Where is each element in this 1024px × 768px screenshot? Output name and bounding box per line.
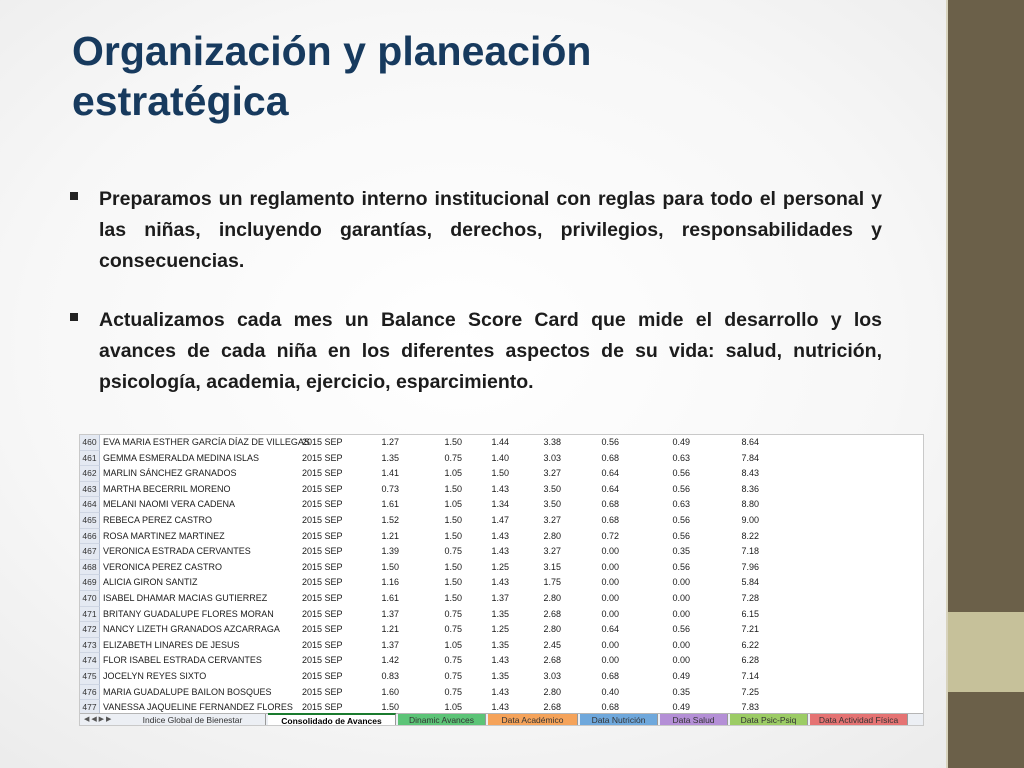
table-row	[80, 560, 924, 576]
row-number: 463	[80, 482, 100, 498]
cell-value[interactable]: 3.27	[543, 514, 561, 525]
cell-value[interactable]: 1.21	[381, 530, 399, 541]
cell-value[interactable]: 2.80	[543, 592, 561, 603]
cell-name[interactable]: VANESSA JAQUELINE FERNANDEZ FLORES	[103, 702, 293, 713]
cell-total[interactable]: 6.22	[741, 639, 759, 650]
cell-value[interactable]: 0.64	[601, 468, 619, 479]
cell-value[interactable]: 1.35	[491, 608, 509, 619]
cell-name[interactable]: JOCELYN REYES SIXTO	[103, 670, 207, 681]
cell-total[interactable]: 7.21	[741, 624, 759, 635]
cell-value[interactable]: 1.44	[491, 437, 509, 447]
bullet-text: Preparamos un reglamento interno institucional con reglas para todo el personal y las niñas, incluyendo garantías, derechos, privilegios, responsabilidades y consecuencias.	[99, 188, 882, 272]
sheet-tab[interactable]: Indice Global de Bienestar	[120, 714, 266, 726]
cell-period[interactable]: 2015 SEP	[302, 577, 343, 588]
cell-value[interactable]: 1.05	[444, 468, 462, 479]
cell-value[interactable]: 3.27	[543, 546, 561, 557]
cell-name[interactable]: VERONICA ESTRADA CERVANTES	[103, 546, 251, 557]
cell-value[interactable]: 0.83	[381, 670, 399, 681]
cell-value[interactable]: 0.00	[672, 655, 690, 666]
cell-name[interactable]: ROSA MARTINEZ MARTINEZ	[103, 530, 225, 541]
cell-value[interactable]: 2.68	[543, 655, 561, 666]
row-number: 464	[80, 497, 100, 513]
table-row	[80, 435, 924, 451]
cell-name[interactable]: MARIA GUADALUPE BAILON BOSQUES	[103, 686, 272, 697]
cell-value[interactable]: 1.50	[381, 561, 399, 572]
table-row	[80, 513, 924, 529]
cell-value[interactable]: 3.38	[543, 437, 561, 447]
cell-total[interactable]: 6.28	[741, 655, 759, 666]
row-number: 469	[80, 575, 100, 591]
table-row	[80, 497, 924, 513]
cell-period[interactable]: 2015 SEP	[302, 639, 343, 650]
cell-value[interactable]: 0.63	[672, 452, 690, 463]
cell-value[interactable]: 1.43	[491, 530, 509, 541]
cell-value[interactable]: 0.49	[672, 702, 690, 713]
cell-value[interactable]: 1.75	[543, 577, 561, 588]
cell-value[interactable]: 0.75	[444, 670, 462, 681]
cell-value[interactable]: 0.00	[601, 577, 619, 588]
cell-value[interactable]: 0.00	[601, 655, 619, 666]
cell-total[interactable]: 5.84	[741, 577, 759, 588]
row-number: 472	[80, 622, 100, 638]
cell-value[interactable]: 1.41	[381, 468, 399, 479]
sheet-tab[interactable]: Data Actividad Física	[810, 714, 908, 726]
table-row	[80, 638, 924, 654]
cell-value[interactable]: 1.50	[444, 592, 462, 603]
cell-value[interactable]: 0.00	[672, 592, 690, 603]
cell-name[interactable]: ISABEL DHAMAR MACIAS GUTIERREZ	[103, 592, 268, 603]
cell-value[interactable]: 1.37	[381, 608, 399, 619]
table-row	[80, 482, 924, 498]
row-number: 471	[80, 607, 100, 623]
cell-value[interactable]: 3.03	[543, 670, 561, 681]
spreadsheet-rows	[80, 435, 924, 716]
cell-period[interactable]: 2015 SEP	[302, 561, 343, 572]
cell-total[interactable]: 8.80	[741, 499, 759, 510]
title-line-2: estratégica	[72, 78, 289, 124]
row-number: 462	[80, 466, 100, 482]
cell-period[interactable]: 2015 SEP	[302, 686, 343, 697]
cell-name[interactable]: MARLIN SÁNCHEZ GRANADOS	[103, 468, 237, 479]
cell-value[interactable]: 0.35	[672, 546, 690, 557]
cell-value[interactable]: 0.68	[601, 514, 619, 525]
cell-value[interactable]: 1.50	[444, 514, 462, 525]
sheet-nav-arrows-icon[interactable]: ◀ ◀ ▶ ▶	[84, 716, 112, 723]
cell-value[interactable]: 1.16	[381, 577, 399, 588]
table-row	[80, 544, 924, 560]
sheet-tab[interactable]: Dinamic Avances	[398, 714, 486, 726]
cell-value[interactable]: 1.43	[491, 702, 509, 713]
bullet-text: Actualizamos cada mes un Balance Score Card que mide el desarrollo y los avances de cada niña en los diferentes aspectos de su vida: salud, nutrición, psicología, academia, ejercicio, esparcimiento.	[99, 309, 882, 393]
cell-value[interactable]: 1.34	[491, 499, 509, 510]
cell-value[interactable]: 1.05	[444, 639, 462, 650]
cell-period[interactable]: 2015 SEP	[302, 468, 343, 479]
table-row	[80, 591, 924, 607]
cell-value[interactable]: 0.64	[601, 483, 619, 494]
cell-value[interactable]: 1.35	[491, 670, 509, 681]
cell-value[interactable]: 2.68	[543, 702, 561, 713]
cell-value[interactable]: 0.00	[601, 608, 619, 619]
cell-value[interactable]: 0.68	[601, 702, 619, 713]
cell-value[interactable]: 0.75	[444, 608, 462, 619]
cell-value[interactable]: 1.43	[491, 655, 509, 666]
sheet-tab[interactable]: Data Nutrición	[580, 714, 658, 726]
cell-value[interactable]: 0.75	[444, 686, 462, 697]
cell-total[interactable]: 7.18	[741, 546, 759, 557]
cell-name[interactable]: GEMMA ESMERALDA MEDINA ISLAS	[103, 452, 260, 463]
cell-total[interactable]: 7.28	[741, 592, 759, 603]
cell-value[interactable]: 1.50	[381, 702, 399, 713]
title-line-1: Organización y planeación	[72, 28, 592, 74]
row-number: 460	[80, 435, 100, 451]
cell-value[interactable]: 0.56	[672, 624, 690, 635]
cell-period[interactable]: 2015 SEP	[302, 452, 343, 463]
cell-name[interactable]: MELANI NAOMI VERA CADENA	[103, 499, 236, 510]
table-row	[80, 451, 924, 467]
bullet-item	[70, 184, 882, 277]
sheet-tab[interactable]: Data Psic-Psiq	[730, 714, 808, 726]
decorative-sidebar-accent	[948, 612, 1024, 692]
page-title	[72, 26, 932, 126]
cell-value[interactable]: 1.47	[491, 514, 509, 525]
row-number: 467	[80, 544, 100, 560]
cell-value[interactable]: 0.40	[601, 686, 619, 697]
cell-total[interactable]: 7.84	[741, 452, 759, 463]
cell-value[interactable]: 0.68	[601, 452, 619, 463]
cell-period[interactable]: 2015 SEP	[302, 608, 343, 619]
sheet-tab[interactable]: Data Salud	[660, 714, 728, 726]
row-number: 477	[80, 700, 100, 716]
cell-total[interactable]: 7.14	[741, 670, 759, 681]
cell-value[interactable]: 0.64	[601, 624, 619, 635]
cell-value[interactable]: 0.00	[601, 546, 619, 557]
row-number: 461	[80, 451, 100, 467]
cell-total[interactable]: 8.64	[741, 437, 759, 447]
cell-value[interactable]: 0.35	[672, 686, 690, 697]
cell-value[interactable]: 0.49	[672, 670, 690, 681]
cell-value[interactable]: 2.45	[543, 639, 561, 650]
cell-value[interactable]: 1.61	[381, 499, 399, 510]
row-number: 470	[80, 591, 100, 607]
cell-value[interactable]: 0.73	[381, 483, 399, 494]
cell-period[interactable]: 2015 SEP	[302, 624, 343, 635]
table-row	[80, 653, 924, 669]
cell-period[interactable]: 2015 SEP	[302, 546, 343, 557]
cell-value[interactable]: 1.35	[381, 452, 399, 463]
table-row	[80, 622, 924, 638]
cell-value[interactable]: 0.00	[601, 592, 619, 603]
cell-value[interactable]: 1.27	[381, 437, 399, 447]
cell-total[interactable]: 8.36	[741, 483, 759, 494]
square-bullet-icon	[70, 192, 78, 200]
cell-value[interactable]: 3.03	[543, 452, 561, 463]
cell-value[interactable]: 1.50	[444, 483, 462, 494]
cell-value[interactable]: 1.35	[491, 639, 509, 650]
cell-value[interactable]: 1.37	[491, 592, 509, 603]
cell-value[interactable]: 0.56	[601, 437, 619, 447]
cell-value[interactable]: 1.60	[381, 686, 399, 697]
cell-value[interactable]: 1.52	[381, 514, 399, 525]
cell-value[interactable]: 0.75	[444, 452, 462, 463]
table-row	[80, 685, 924, 701]
cell-value[interactable]: 1.40	[491, 452, 509, 463]
cell-value[interactable]: 0.68	[601, 670, 619, 681]
cell-value[interactable]: 1.50	[444, 437, 462, 447]
bullet-item	[70, 305, 882, 398]
cell-name[interactable]: REBECA PEREZ CASTRO	[103, 514, 213, 525]
cell-value[interactable]: 1.05	[444, 499, 462, 510]
cell-total[interactable]: 7.83	[741, 702, 759, 713]
cell-value[interactable]: 3.50	[543, 499, 561, 510]
table-row	[80, 529, 924, 545]
cell-value[interactable]: 1.42	[381, 655, 399, 666]
cell-name[interactable]: FLOR ISABEL ESTRADA CERVANTES	[103, 655, 262, 666]
cell-value[interactable]: 1.50	[444, 561, 462, 572]
cell-value[interactable]: 1.05	[444, 702, 462, 713]
cell-period[interactable]: 2015 SEP	[302, 483, 343, 494]
cell-value[interactable]: 0.56	[672, 530, 690, 541]
cell-value[interactable]: 1.25	[491, 624, 509, 635]
cell-value[interactable]: 0.56	[672, 561, 690, 572]
cell-period[interactable]: 2015 SEP	[302, 437, 343, 447]
cell-value[interactable]: 0.00	[601, 639, 619, 650]
cell-value[interactable]: 0.00	[672, 608, 690, 619]
row-number: 466	[80, 529, 100, 545]
cell-period[interactable]: 2015 SEP	[302, 592, 343, 603]
table-row	[80, 669, 924, 685]
row-number: 474	[80, 653, 100, 669]
cell-value[interactable]: 0.56	[672, 468, 690, 479]
cell-value[interactable]: 0.75	[444, 546, 462, 557]
cell-name[interactable]: ELIZABETH LINARES DE JESUS	[103, 639, 240, 650]
cell-period[interactable]: 2015 SEP	[302, 670, 343, 681]
cell-total[interactable]: 8.43	[741, 468, 759, 479]
row-number: 473	[80, 638, 100, 654]
cell-value[interactable]: 0.00	[672, 639, 690, 650]
cell-period[interactable]: 2015 SEP	[302, 702, 343, 713]
square-bullet-icon	[70, 313, 78, 321]
cell-name[interactable]: MARTHA BECERRIL MORENO	[103, 483, 231, 494]
row-number: 468	[80, 560, 100, 576]
bullet-list	[70, 184, 882, 426]
cell-value[interactable]: 1.43	[491, 483, 509, 494]
cell-period[interactable]: 2015 SEP	[302, 514, 343, 525]
cell-value[interactable]: 1.43	[491, 577, 509, 588]
cell-value[interactable]: 0.56	[672, 514, 690, 525]
table-row	[80, 575, 924, 591]
row-number: 476	[80, 685, 100, 701]
row-number: 465	[80, 513, 100, 529]
cell-value[interactable]: 0.49	[672, 437, 690, 447]
cell-value[interactable]: 1.25	[491, 561, 509, 572]
cell-value[interactable]: 0.63	[672, 499, 690, 510]
cell-value[interactable]: 1.61	[381, 592, 399, 603]
cell-total[interactable]: 7.96	[741, 561, 759, 572]
cell-total[interactable]: 6.15	[741, 608, 759, 619]
cell-period[interactable]: 2015 SEP	[302, 499, 343, 510]
cell-value[interactable]: 3.15	[543, 561, 561, 572]
cell-value[interactable]: 0.72	[601, 530, 619, 541]
cell-value[interactable]: 2.80	[543, 624, 561, 635]
cell-total[interactable]: 9.00	[741, 514, 759, 525]
cell-value[interactable]: 1.50	[491, 468, 509, 479]
cell-name[interactable]: VERONICA PEREZ CASTRO	[103, 561, 223, 572]
cell-name[interactable]: NANCY LIZETH GRANADOS AZCARRAGA	[103, 624, 280, 635]
cell-value[interactable]: 1.39	[381, 546, 399, 557]
cell-total[interactable]: 7.25	[741, 686, 759, 697]
cell-value[interactable]: 1.43	[491, 686, 509, 697]
cell-value[interactable]: 0.00	[672, 577, 690, 588]
sheet-tab-bar	[80, 713, 924, 726]
cell-total[interactable]: 8.22	[741, 530, 759, 541]
sheet-tab[interactable]: Data Académico	[488, 714, 578, 726]
cell-period[interactable]: 2015 SEP	[302, 655, 343, 666]
cell-value[interactable]: 1.50	[444, 530, 462, 541]
cell-value[interactable]: 0.56	[672, 483, 690, 494]
cell-value[interactable]: 0.00	[601, 561, 619, 572]
cell-value[interactable]: 1.43	[491, 546, 509, 557]
table-row	[80, 607, 924, 623]
cell-name[interactable]: ALICIA GIRON SANTIZ	[103, 577, 198, 588]
cell-value[interactable]: 3.50	[543, 483, 561, 494]
table-row	[80, 466, 924, 482]
cell-period[interactable]: 2015 SEP	[302, 530, 343, 541]
cell-value[interactable]: 1.50	[444, 577, 462, 588]
row-number: 475	[80, 669, 100, 685]
cell-name[interactable]: BRITANY GUADALUPE FLORES MORAN	[103, 608, 274, 619]
cell-value[interactable]: 3.27	[543, 468, 561, 479]
cell-value[interactable]: 0.68	[601, 499, 619, 510]
cell-value[interactable]: 0.75	[444, 655, 462, 666]
cell-value[interactable]: 1.21	[381, 624, 399, 635]
sheet-tab[interactable]: Consolidado de Avances	[268, 713, 396, 726]
cell-value[interactable]: 0.75	[444, 624, 462, 635]
cell-name[interactable]: EVA MARIA ESTHER GARCÍA DÍAZ DE VILLEGAS	[103, 437, 310, 447]
cell-value[interactable]: 1.37	[381, 639, 399, 650]
cell-value[interactable]: 2.80	[543, 530, 561, 541]
spreadsheet-screenshot	[79, 434, 924, 726]
cell-value[interactable]: 2.68	[543, 608, 561, 619]
cell-value[interactable]: 2.80	[543, 686, 561, 697]
